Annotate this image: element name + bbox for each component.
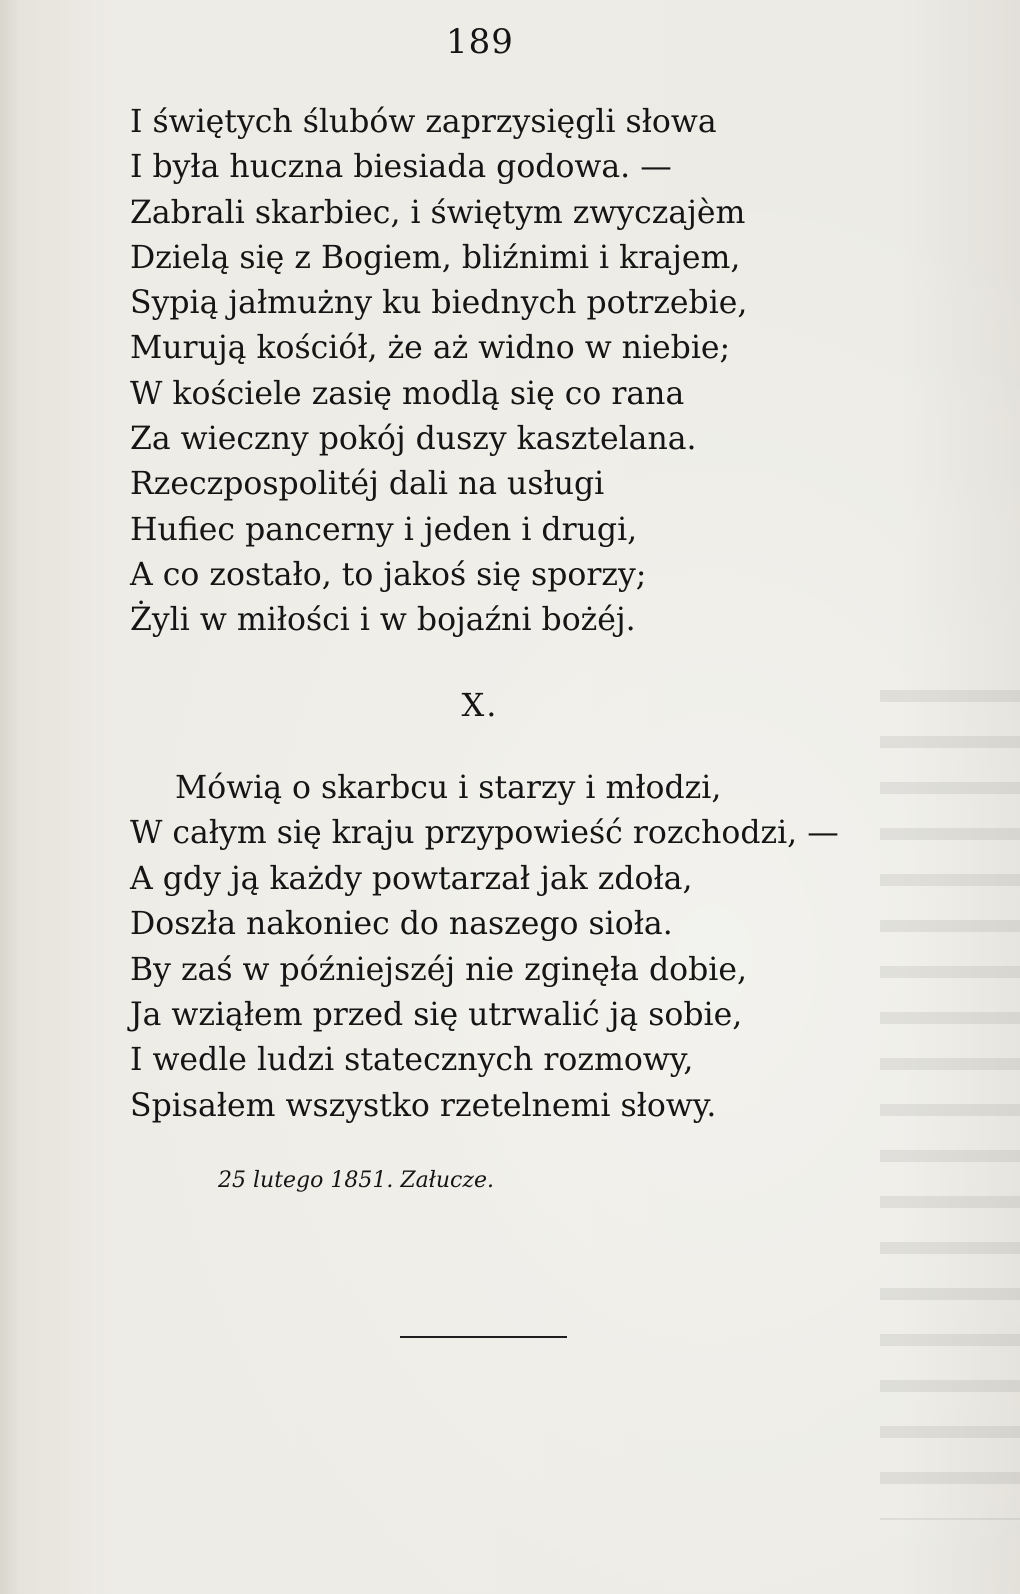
verse-line: A co zostało, to jakoś się sporzy; — [130, 556, 647, 593]
verse-line: Za wieczny pokój duszy kasztelana. — [130, 421, 697, 458]
stanza-1 — [130, 100, 747, 644]
verse-line: Doszła nakoniec do naszego sioła. — [130, 906, 673, 943]
verse-line: A gdy ją każdy powtarzał jak zdoła, — [130, 860, 693, 897]
verse-line: I była huczna biesiada godowa. — — [130, 149, 672, 186]
verse-line: Ja wziąłem przed się utrwalić ją sobie, — [130, 996, 743, 1033]
date-place-signature: 25 lutego 1851. Załucze. — [218, 1168, 494, 1193]
verse-line: W kościele zasię modlą się co rana — [130, 375, 685, 412]
verse-line: I świętych ślubów zaprzysięgli słowa — [130, 104, 717, 140]
verse-line: Dzielą się z Bogiem, bliźnimi i krajem, — [130, 239, 741, 276]
section-numeral: X. — [461, 686, 499, 724]
verse-line: Spisałem wszystko rzetelnemi słowy. — [130, 1087, 717, 1124]
verse-line: W całym się kraju przypowieść rozchodzi, — — [130, 815, 839, 852]
verse-line: Rzeczpospolitéj dali na usługi — [130, 466, 605, 503]
verse-line: By zaś w późniejszéj nie zginęła dobie, — [130, 951, 747, 988]
verse-line: Hufiec pancerny i jeden i drugi, — [130, 511, 638, 548]
verse-line: Mówią o skarbcu i starzy i młodzi, — [175, 770, 722, 806]
verse-line: Żyli w miłości i w bojaźni bożéj. — [130, 602, 636, 639]
page-number: 189 — [446, 22, 514, 62]
stanza-2 — [130, 766, 839, 1129]
verse-line: Murują kościół, że aż widno w niebie; — [130, 330, 731, 367]
bleed-through-shadow — [880, 660, 1020, 1520]
end-rule-divider — [400, 1336, 567, 1338]
verse-line: Sypią jałmużny ku biednych potrzebie, — [130, 285, 748, 322]
verse-line: I wedle ludzi statecznych rozmowy, — [130, 1042, 694, 1079]
verse-line: Zabrali skarbiec, i świętym zwyczajèm — [130, 194, 746, 231]
